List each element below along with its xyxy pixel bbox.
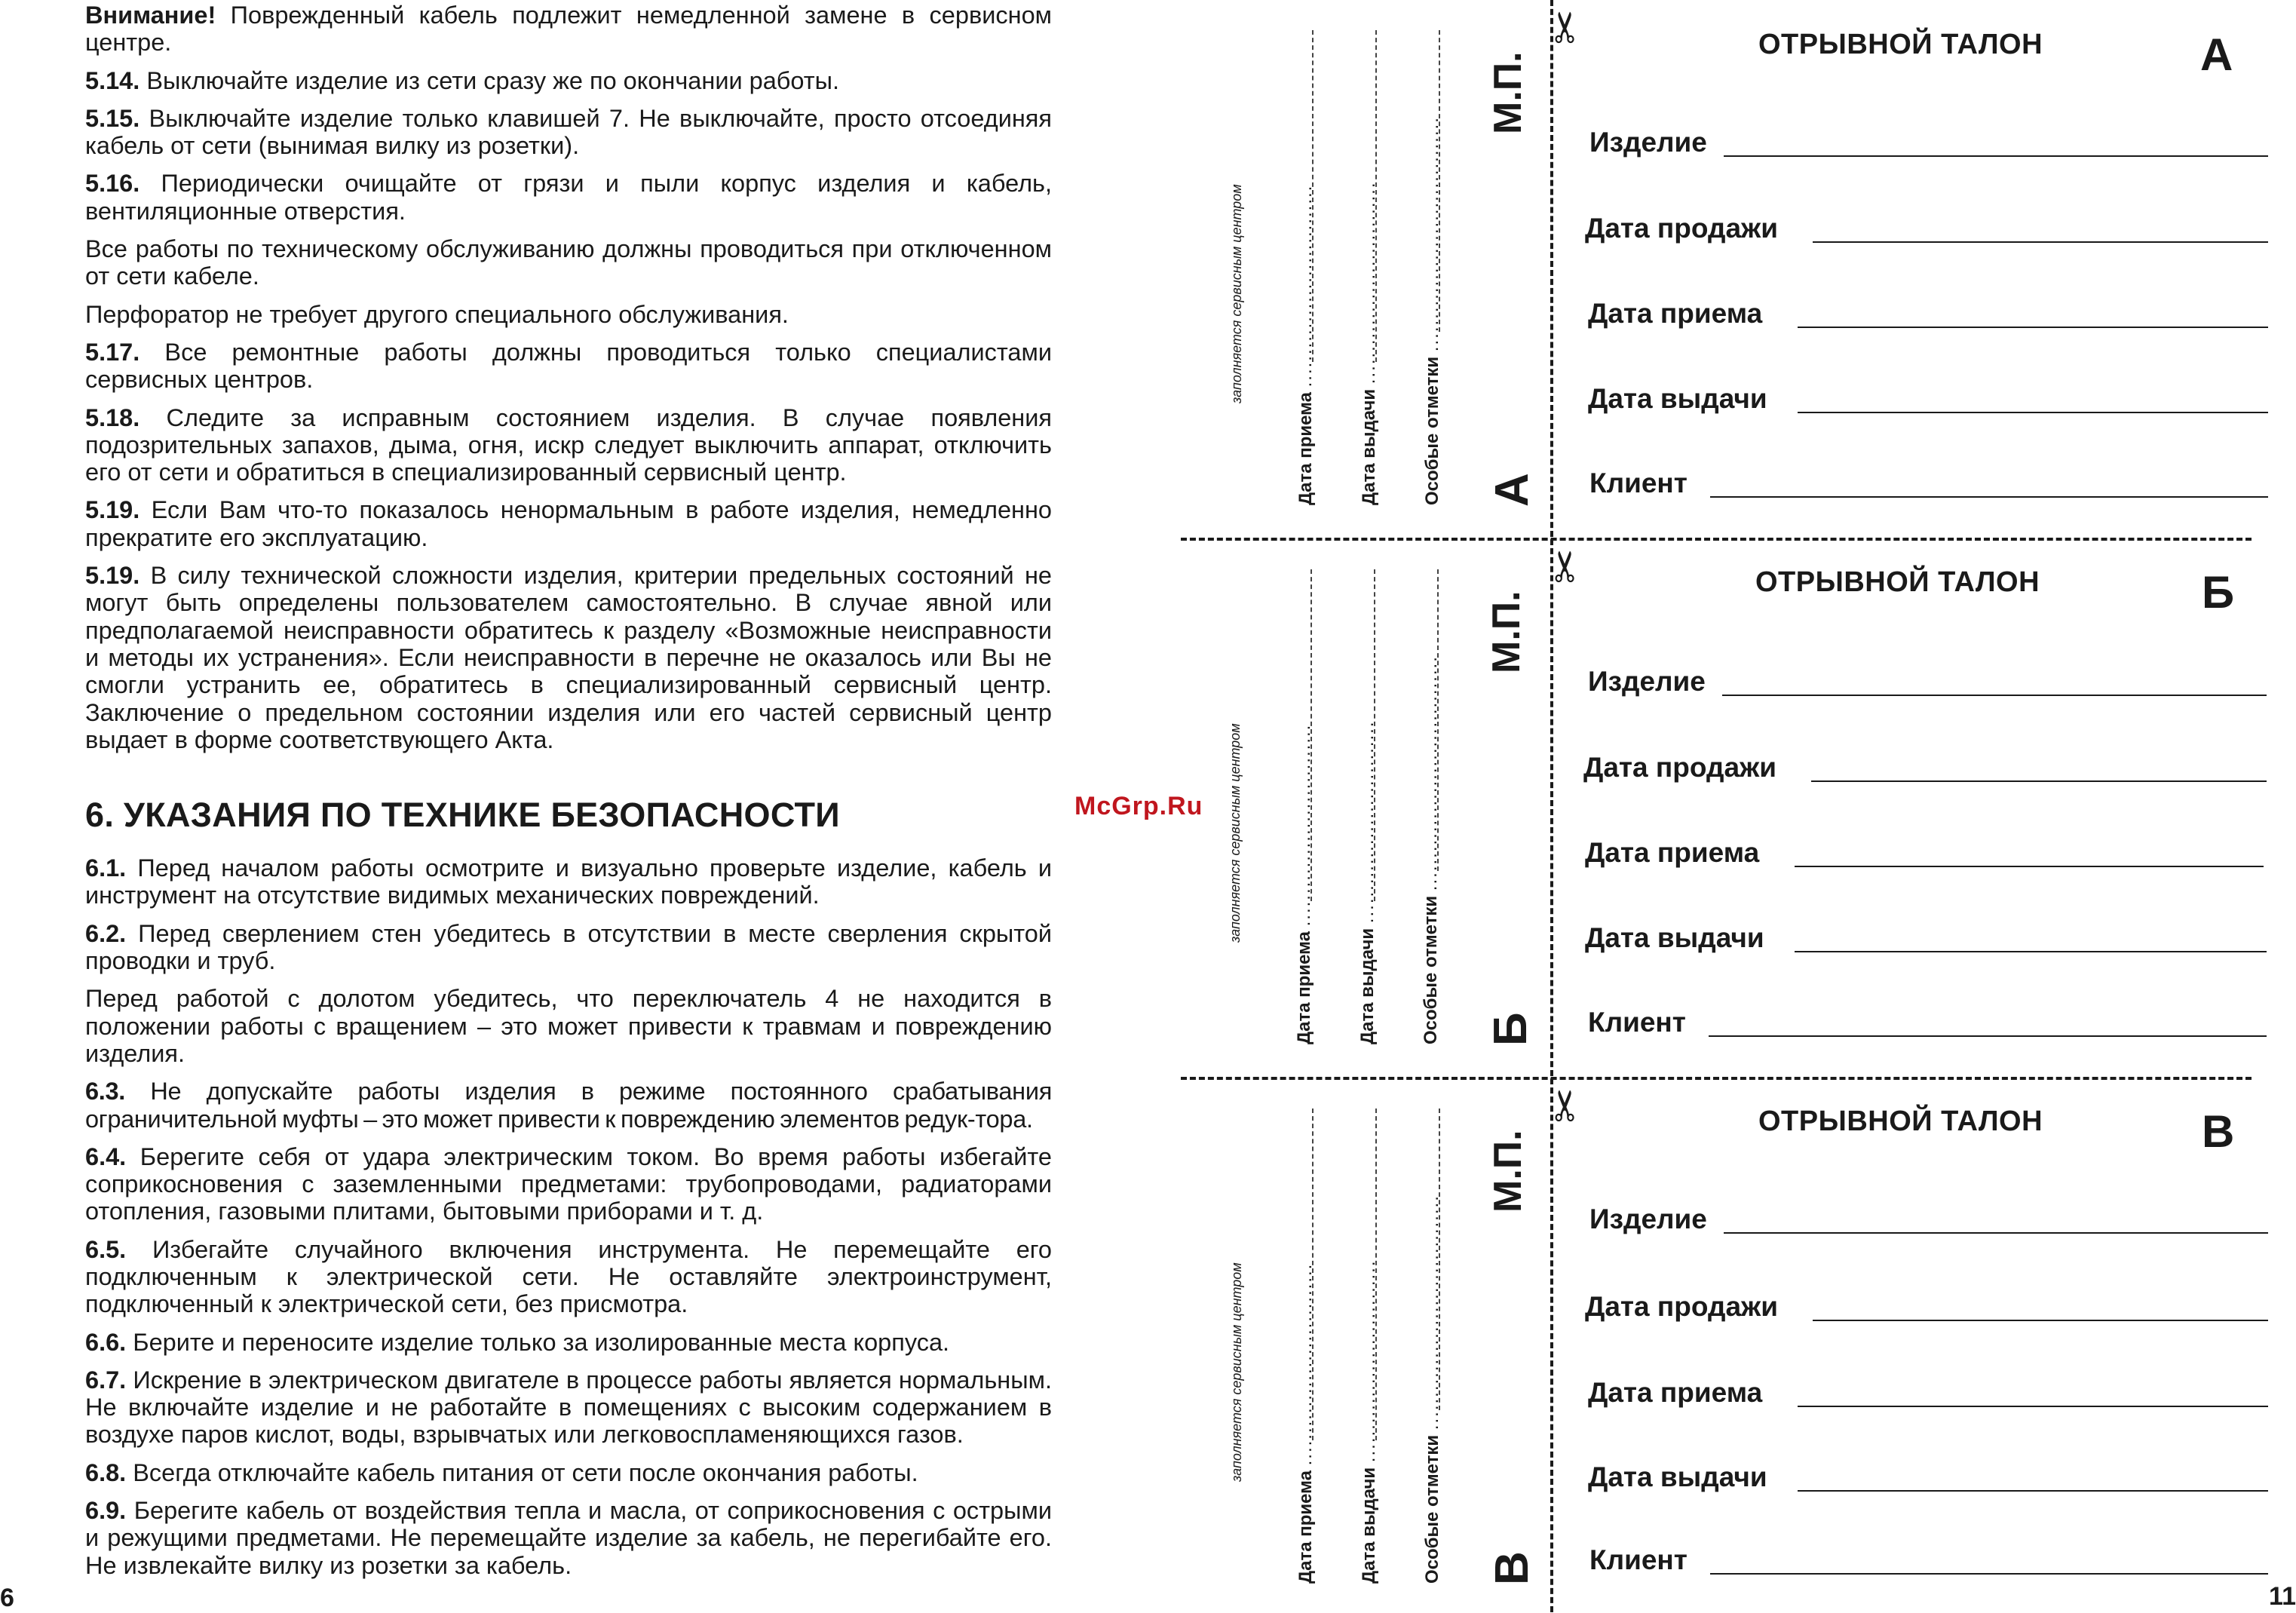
field-receipt-date: Дата приема bbox=[1585, 839, 2264, 872]
coupon-letter: Б bbox=[2202, 567, 2235, 618]
field-client: Клиент bbox=[1589, 1546, 2268, 1579]
stub-dotted-line bbox=[1310, 569, 1312, 901]
stub-dotted-line bbox=[1375, 30, 1377, 362]
field-line bbox=[1813, 1320, 2268, 1321]
field-receipt-date: Дата приема bbox=[1588, 299, 2268, 333]
paragraph-6-5: 6.5. Избегайте случайного включения инструмента. Не перемещайте его подключенным к электрической сети. Не оставляйте электроинструмент, подключенный к электрической сети, без присмотра. bbox=[85, 1235, 1052, 1318]
field-line bbox=[1795, 866, 2264, 867]
field-line bbox=[1811, 780, 2267, 782]
paragraph-6-2: 6.2. Перед сверлением стен убедитесь в отсутствии в месте сверления скрытой проводки и труб. bbox=[85, 919, 1052, 975]
field-sale-date: Дата продажи bbox=[1585, 214, 2268, 247]
field-line bbox=[1722, 695, 2267, 696]
field-line bbox=[1710, 1573, 2268, 1575]
stub-field-issue: Дата выдачи ............................... bbox=[1359, 181, 1379, 505]
field-line bbox=[1798, 1490, 2268, 1492]
stub-field-notes: Особые отметки .................................... bbox=[1421, 655, 1441, 1044]
stub-dotted-line bbox=[1312, 30, 1314, 362]
paragraph-6-6: 6.6. Берите и переносите изделие только за изолированные места корпуса. bbox=[85, 1328, 950, 1356]
paragraph-6-9: 6.9. Берегите кабель от воздействия тепла и масла, от соприкосновения с острыми и режущими предметами. Не перемещайте изделие за кабель, не перегибайте его. Не извлекайте вилку из розетки за кабель. bbox=[85, 1497, 1052, 1579]
tear-line-vertical bbox=[1550, 1078, 1553, 1612]
stub-letter: Б bbox=[1485, 1012, 1537, 1046]
tear-line-vertical bbox=[1550, 0, 1553, 537]
coupon-a bbox=[1169, 0, 2296, 537]
field-receipt-date: Дата приема bbox=[1588, 1378, 2268, 1412]
field-product: Изделие bbox=[1589, 1205, 2268, 1238]
field-issue-date: Дата выдачи bbox=[1588, 385, 2268, 418]
stub-note: заполняется сервисным центром bbox=[1228, 723, 1243, 943]
stub-field-notes: Особые отметки .................................... bbox=[1422, 1194, 1442, 1584]
stub-note: заполняется сервисным центром bbox=[1229, 184, 1244, 403]
stub-dotted-line bbox=[1375, 1109, 1377, 1440]
field-line bbox=[1724, 155, 2268, 157]
stamp-label: М.П. bbox=[1486, 51, 1530, 134]
coupon-v bbox=[1169, 1078, 2296, 1612]
field-client: Клиент bbox=[1588, 1008, 2267, 1041]
coupon-title: ОТРЫВНОЙ ТАЛОН bbox=[1758, 1105, 2043, 1137]
section-title: 6. УКАЗАНИЯ ПО ТЕХНИКЕ БЕЗОПАСНОСТИ bbox=[85, 796, 840, 835]
paragraph-6-7: 6.7. Искрение в электрическом двигателе в процессе работы является нормальным. Не включайте изделие и не работайте в помещениях с высоким содержанием в воздухе паров кислот, воды, взрывчатых или легковоспламеняющихся газов. bbox=[85, 1366, 1052, 1449]
field-product: Изделие bbox=[1589, 128, 2268, 161]
coupon-letter: А bbox=[2200, 29, 2233, 80]
paragraph-6-4: 6.4. Берегите себя от удара электрическим током. Во время работы избегайте соприкосновения с заземленными предметами: трубопроводами, радиаторами отопления, газовыми плитами, бытовыми приборами и т. д. bbox=[85, 1142, 1052, 1225]
stub-field-receipt: Дата приема ............................... bbox=[1295, 184, 1316, 505]
paragraph-perforator: Перфоратор не требует другого специального обслуживания. bbox=[85, 300, 789, 328]
page-number-left: 6 bbox=[0, 1584, 14, 1612]
field-issue-date: Дата выдачи bbox=[1588, 1463, 2268, 1496]
stamp-label: М.П. bbox=[1485, 590, 1528, 673]
paragraph-6-1: 6.1. Перед началом работы осмотрите и визуально проверьте изделие, кабель и инструмент на отсутствие видимых механических повреждений. bbox=[85, 854, 1052, 909]
stub-letter: В bbox=[1486, 1551, 1538, 1585]
paragraph-5-16: 5.16. Периодически очищайте от грязи и пыли корпус изделия и кабель, вентиляционные отверстия. bbox=[85, 170, 1052, 225]
field-line bbox=[1724, 1232, 2268, 1234]
paragraph-maintenance: Все работы по техническому обслуживанию должны проводиться при отключенном от сети кабеле. bbox=[85, 235, 1052, 290]
scissors-icon: ✂ bbox=[1541, 1087, 1589, 1124]
field-line bbox=[1798, 327, 2268, 328]
stub-dotted-line bbox=[1312, 1109, 1314, 1440]
stub-field-receipt: Дата приема ............................... bbox=[1295, 1262, 1316, 1584]
field-line bbox=[1709, 1035, 2267, 1037]
field-line bbox=[1710, 496, 2268, 498]
left-text-block bbox=[85, 2, 1052, 1590]
page-number-right: 11 bbox=[2269, 1582, 2296, 1611]
coupon-title: ОТРЫВНОЙ ТАЛОН bbox=[1755, 566, 2040, 598]
paragraph-5-14: 5.14. Выключайте изделие из сети сразу же по окончании работы. bbox=[85, 66, 840, 94]
scissors-icon: ✂ bbox=[1541, 9, 1589, 45]
scissors-icon: ✂ bbox=[1541, 548, 1589, 584]
watermark: McGrp.Ru bbox=[1074, 792, 1203, 820]
paragraph-warning: Внимание! Поврежденный кабель подлежит немедленной замене в сервисном центре. bbox=[85, 2, 1052, 57]
field-line bbox=[1795, 951, 2267, 952]
paragraph-5-19-a: 5.19. Если Вам что-то показалось ненормальным в работе изделия, немедленно прекратите его эксплуатацию. bbox=[85, 496, 1052, 551]
paragraph-5-15: 5.15. Выключайте изделие только клавишей 7. Не выключайте, просто отсоединяя кабель от сети (вынимая вилку из розетки). bbox=[85, 104, 1052, 160]
stub-field-issue: Дата выдачи ............................... bbox=[1359, 1259, 1379, 1584]
paragraph-chisel: Перед работой с долотом убедитесь, что переключатель 4 не находится в положении работы с вращением – это может привести к травмам и повреждению изделия. bbox=[85, 985, 1052, 1067]
field-line bbox=[1798, 1406, 2268, 1407]
stub-field-receipt: Дата приема ............................... bbox=[1294, 723, 1314, 1044]
stub-dotted-line bbox=[1439, 1109, 1440, 1410]
stub-field-notes: Особые отметки .................................... bbox=[1422, 116, 1442, 505]
field-client: Клиент bbox=[1589, 469, 2268, 502]
stub-dotted-line bbox=[1437, 569, 1439, 871]
stub-note: заполняется сервисным центром bbox=[1229, 1262, 1244, 1482]
field-issue-date: Дата выдачи bbox=[1585, 924, 2267, 957]
paragraph-5-18: 5.18. Следите за исправным состоянием изделия. В случае появления подозрительных запахов, дыма, огня, искр следует выключить аппарат, отключить его от сети и обратиться в специализированный сервисный центр. bbox=[85, 403, 1052, 486]
paragraph-6-3: 6.3. Не допускайте работы изделия в режиме постоянного срабатывания ограничительной муфты – это может привести к повреждению элементов редук-тора. bbox=[85, 1078, 1052, 1133]
paragraph-5-17: 5.17. Все ремонтные работы должны проводиться только специалистами сервисных центров. bbox=[85, 338, 1052, 394]
tear-line-vertical bbox=[1550, 539, 1553, 1076]
stub-letter: А bbox=[1486, 473, 1538, 507]
left-page bbox=[0, 0, 1086, 1612]
coupon-title: ОТРЫВНОЙ ТАЛОН bbox=[1758, 29, 2043, 60]
stub-dotted-line bbox=[1439, 30, 1440, 332]
field-product: Изделие bbox=[1588, 667, 2267, 701]
stamp-label: М.П. bbox=[1486, 1130, 1530, 1213]
coupon-letter: В bbox=[2202, 1106, 2235, 1157]
paragraph-6-8: 6.8. Всегда отключайте кабель питания от сети после окончания работы. bbox=[85, 1458, 918, 1486]
paragraph-5-19-b: 5.19. В силу технической сложности изделия, критерии предельных состояний не могут быть определены пользователем самостоятельно. В случае явной или предполагаемой неисправности обратитесь к разделу «Возможные неисправности и методы их устранения». Если неисправности в перечне не оказалось или Вы не смогли устранить ее, обратитесь в специализированный сервисный центр. Заключение о предельном состоянии изделия или его частей сервисный центр выдает в форме соответствующего Акта. bbox=[85, 562, 1052, 753]
coupon-b bbox=[1169, 539, 2296, 1076]
field-sale-date: Дата продажи bbox=[1585, 1293, 2268, 1326]
field-line bbox=[1813, 241, 2268, 243]
stub-dotted-line bbox=[1374, 569, 1375, 901]
field-sale-date: Дата продажи bbox=[1583, 753, 2267, 787]
stub-field-issue: Дата выдачи ............................... bbox=[1357, 720, 1378, 1044]
field-line bbox=[1798, 412, 2268, 413]
